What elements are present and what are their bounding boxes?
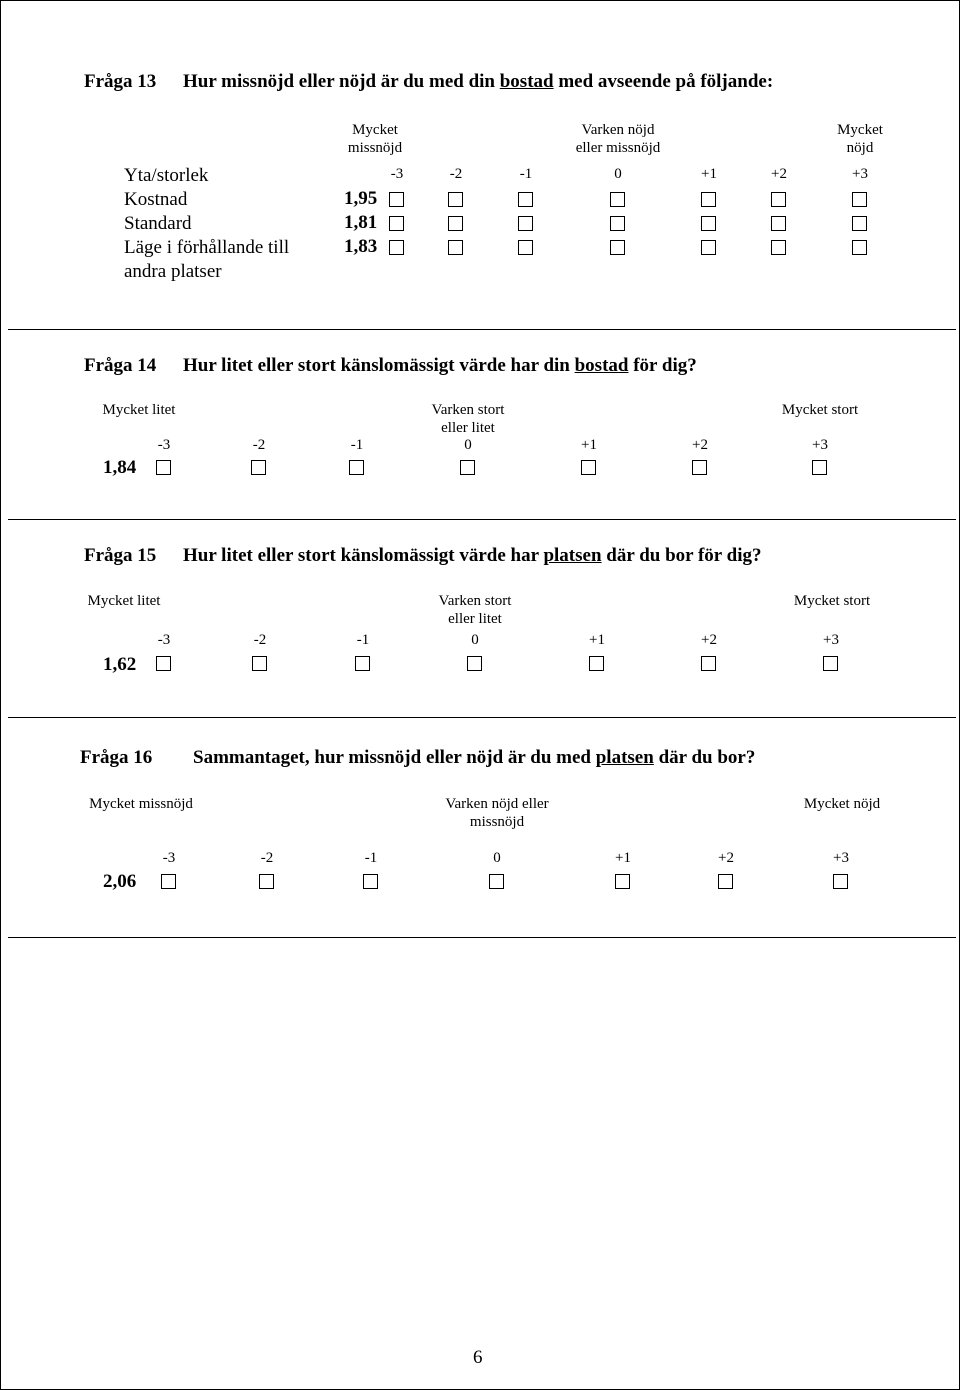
divider [8,717,956,718]
q13-scale-label: +3 [852,166,868,182]
checkbox[interactable] [852,240,867,255]
q14-header-very-small: Mycket litet [102,402,176,418]
question-13-number: Fråga 13 [84,71,157,92]
checkbox[interactable] [610,192,625,207]
q13-scale-label: +2 [771,166,787,182]
checkbox[interactable] [363,874,378,889]
q14-mean-value: 1,84 [103,457,137,478]
q14-scale-label: +3 [812,437,828,453]
q13-row-label: Yta/storlek [124,165,209,186]
q16-scale-label: +1 [615,850,631,866]
checkbox[interactable] [467,656,482,671]
checkbox[interactable] [518,216,533,231]
checkbox[interactable] [349,460,364,475]
checkbox[interactable] [589,656,604,671]
divider [8,329,956,330]
q14-scale-label: -1 [350,437,364,453]
checkbox[interactable] [610,240,625,255]
checkbox[interactable] [823,656,838,671]
q13-mean-value: 1,83 [344,236,378,257]
checkbox[interactable] [389,192,404,207]
checkbox[interactable] [771,216,786,231]
question-14-number: Fråga 14 [84,355,157,376]
q15-header-very-small: Mycket litet [87,593,161,609]
q13-header-very-satisfied: Mycket nöjd [837,122,883,156]
question-13-text: Hur missnöjd eller nöjd är du med din bostad med avseende på följande: [183,71,774,92]
q14-header-neutral: Varken stort eller litet [431,402,505,436]
question-14-text: Hur litet eller stort känslomässigt värde har din bostad för dig? [183,355,697,376]
checkbox[interactable] [156,460,171,475]
checkbox[interactable] [812,460,827,475]
checkbox[interactable] [771,240,786,255]
checkbox[interactable] [610,216,625,231]
checkbox[interactable] [771,192,786,207]
question-16-number: Fråga 16 [80,747,153,768]
q13-scale-label: -3 [390,166,404,182]
checkbox[interactable] [355,656,370,671]
checkbox[interactable] [852,216,867,231]
q14-scale-label: -3 [157,437,171,453]
q16-scale-label: -1 [364,850,378,866]
checkbox[interactable] [518,240,533,255]
q13-scale-label: -2 [449,166,463,182]
checkbox[interactable] [701,216,716,231]
checkbox[interactable] [389,216,404,231]
divider [8,937,956,938]
q13-mean-value: 1,81 [344,212,378,233]
q13-row-label: Läge i förhållande till [124,237,290,258]
question-16-text: Sammantaget, hur missnöjd eller nöjd är du med platsen där du bor? [193,747,756,768]
checkbox[interactable] [389,240,404,255]
checkbox[interactable] [692,460,707,475]
checkbox[interactable] [833,874,848,889]
q16-header-very-dissatisfied: Mycket missnöjd [89,796,193,812]
checkbox[interactable] [701,656,716,671]
question-15-number: Fråga 15 [84,545,157,566]
q15-scale-label: -3 [157,632,171,648]
q15-scale-label: +2 [701,632,717,648]
q15-scale-label: 0 [471,632,479,648]
q14-scale-label: 0 [464,437,472,453]
q13-row-label: Standard [124,213,192,234]
q13-row-label: Kostnad [124,189,188,210]
q15-header-very-large: Mycket stort [793,593,871,609]
checkbox[interactable] [701,192,716,207]
q13-mean-value: 1,95 [344,188,378,209]
q13-scale-label: +1 [701,166,717,182]
q13-scale-label: -1 [519,166,533,182]
q15-mean-value: 1,62 [103,654,137,675]
checkbox[interactable] [518,192,533,207]
q15-scale-label: -2 [253,632,267,648]
checkbox[interactable] [615,874,630,889]
q15-scale-label: +1 [589,632,605,648]
checkbox[interactable] [259,874,274,889]
checkbox[interactable] [161,874,176,889]
q14-header-very-large: Mycket stort [781,402,859,418]
q16-scale-label: 0 [493,850,501,866]
checkbox[interactable] [251,460,266,475]
q16-scale-label: +2 [718,850,734,866]
checkbox[interactable] [852,192,867,207]
q16-scale-label: +3 [833,850,849,866]
q15-scale-label: -1 [356,632,370,648]
q16-header-very-satisfied: Mycket nöjd [803,796,881,812]
checkbox[interactable] [156,656,171,671]
q16-scale-label: -2 [260,850,274,866]
checkbox[interactable] [460,460,475,475]
q15-header-neutral: Varken stort eller litet [438,593,512,627]
checkbox[interactable] [489,874,504,889]
q14-scale-label: -2 [252,437,266,453]
q15-scale-label: +3 [823,632,839,648]
q16-mean-value: 2,06 [103,871,137,892]
checkbox[interactable] [581,460,596,475]
checkbox[interactable] [252,656,267,671]
checkbox[interactable] [448,192,463,207]
page-number: 6 [473,1347,483,1368]
checkbox[interactable] [701,240,716,255]
q13-header-neutral: Varken nöjd eller missnöjd [575,122,661,156]
q13-scale-label: 0 [614,166,622,182]
q13-row-label-continued: andra platser [124,261,222,282]
q14-scale-label: +2 [692,437,708,453]
q14-scale-label: +1 [581,437,597,453]
checkbox[interactable] [448,240,463,255]
q16-scale-label: -3 [162,850,176,866]
divider [8,519,956,520]
checkbox[interactable] [448,216,463,231]
q13-header-very-dissatisfied: Mycket missnöjd [347,122,403,156]
checkbox[interactable] [718,874,733,889]
question-15-text: Hur litet eller stort känslomässigt värde har platsen där du bor för dig? [183,545,762,566]
q16-header-neutral: Varken nöjd eller missnöjd [445,796,549,830]
